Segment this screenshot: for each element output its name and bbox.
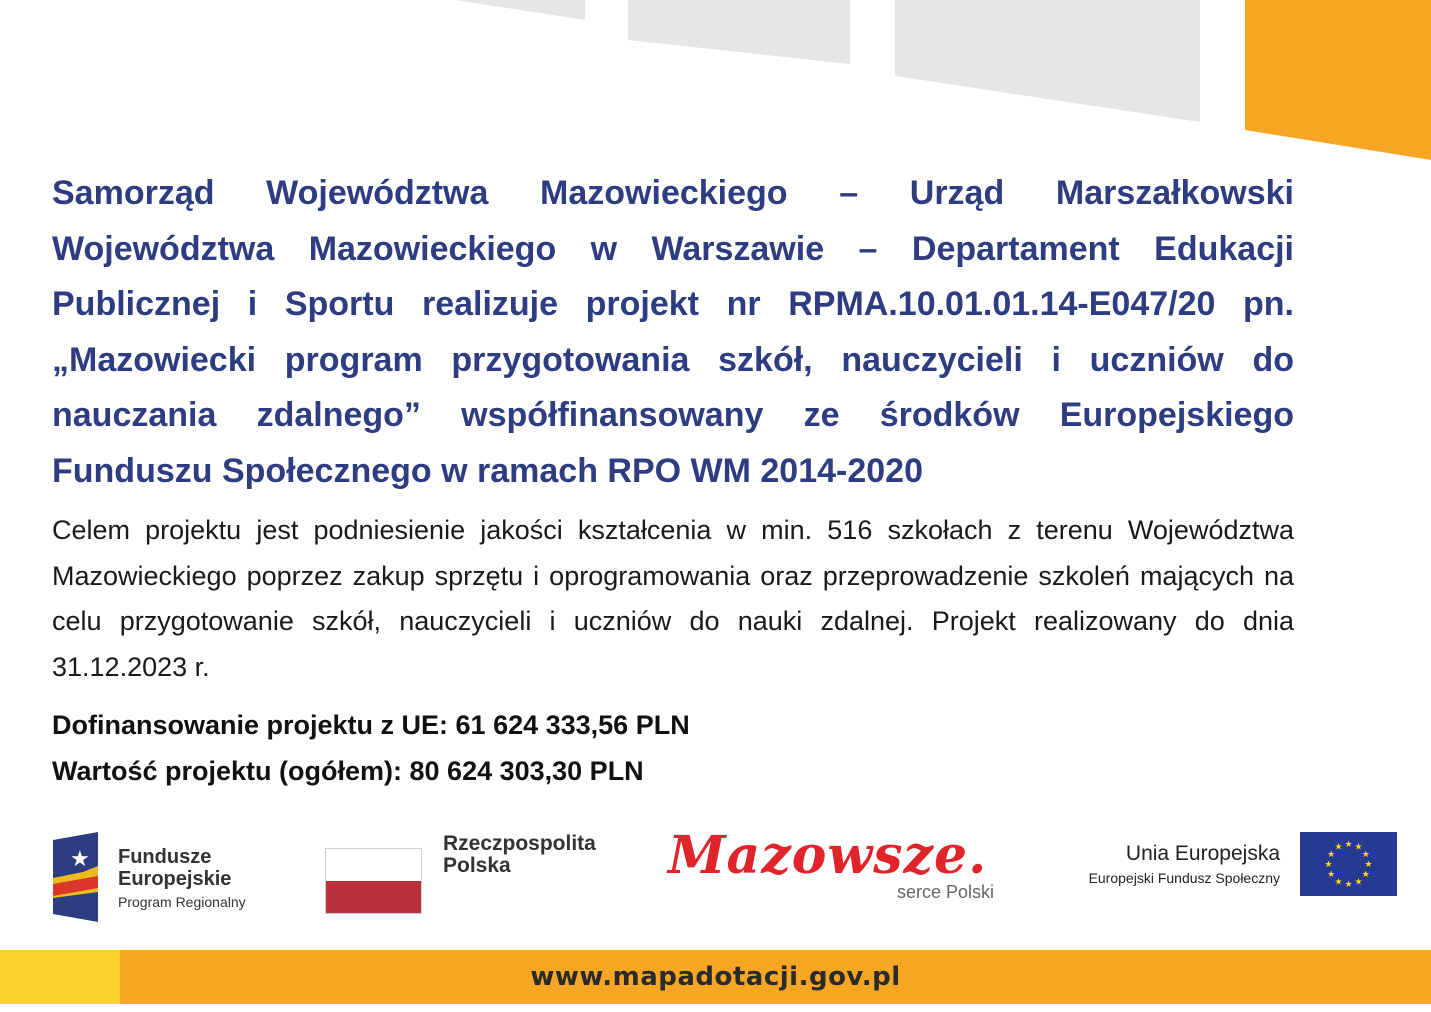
eu-star-icon: ★ (1344, 840, 1353, 850)
flag-red-band (326, 881, 421, 913)
eu-cofinancing: Dofinansowanie projektu z UE: 61 624 333,56 PLN (52, 710, 690, 740)
eu-star-icon: ★ (1327, 870, 1336, 880)
fundusze-line2: Europejskie (118, 868, 232, 890)
footer-url[interactable]: www.mapadotacji.gov.pl (530, 962, 901, 992)
deco-grey-block-1 (455, 0, 585, 20)
rzeczpospolita-line2: Polska (443, 854, 511, 877)
project-description: Celem projektu jest podniesienie jakości kształcenia w min. 516 szkołach z terenu Województwa Mazowieckiego poprzez zakup sprzętu i oprogramowania oraz przeprowadzenie szkoleń mających na celu przygotowanie szkół, nauczycieli i uczniów do nauki zdalnej. Projekt realizowany do dnia 31.12.2023 r. (52, 515, 1294, 682)
deco-orange-block (1245, 0, 1431, 160)
eu-star-icon: ★ (1334, 877, 1343, 888)
deco-grey-block-3 (895, 0, 1200, 122)
eu-star-icon: ★ (1324, 860, 1333, 870)
fundusze-line3: Program Regionalny (118, 894, 246, 910)
fundusze-europejskie-logo (53, 832, 101, 922)
eu-star-icon: ★ (1361, 870, 1370, 880)
project-heading: Samorząd Województwa Mazowieckiego – Urząd Marszałkowski Województwa Mazowieckiego w Warszawie – Departament Edukacji Publicznej i Sportu realizuje projekt nr RPMA.10.01.01.14-E047/20 pn. „Mazowiecki program przygotowania szkół, nauczycieli i uczniów do nauczania zdalnego” współfinansowany ze środków Europejskiego Funduszu Społecznego w ramach RPO WM 2014-2020 (52, 174, 1294, 490)
eu-star-icon: ★ (1354, 842, 1363, 853)
total-value: Wartość projektu (ogółem): 80 624 303,30 PLN (52, 755, 644, 786)
eu-star-icon: ★ (1334, 842, 1343, 853)
header-decoration (0, 0, 1431, 170)
eu-star-icon: ★ (1327, 850, 1336, 860)
fundusze-line1: Fundusze (118, 846, 212, 868)
rzeczpospolita-line1: Rzeczpospolita (443, 832, 596, 855)
svg-text:★: ★ (70, 847, 90, 872)
ue-line2: Europejski Fundusz Społeczny (1088, 870, 1280, 886)
mazowsze-wordmark: Mazowsze. (668, 825, 988, 886)
logo-strip (0, 820, 1431, 930)
eu-star-icon: ★ (1364, 860, 1373, 870)
funding-info (52, 703, 690, 794)
poland-flag (325, 848, 422, 914)
flag-white-band (326, 849, 421, 881)
eu-star-icon: ★ (1344, 880, 1353, 890)
eu-flag (1300, 832, 1397, 896)
eu-star-icon: ★ (1361, 850, 1370, 860)
mazowsze-tagline: serce Polski (897, 882, 995, 902)
deco-grey-block-2 (628, 0, 850, 64)
ue-line1: Unia Europejska (1125, 842, 1280, 865)
eu-star-icon: ★ (1354, 877, 1363, 888)
